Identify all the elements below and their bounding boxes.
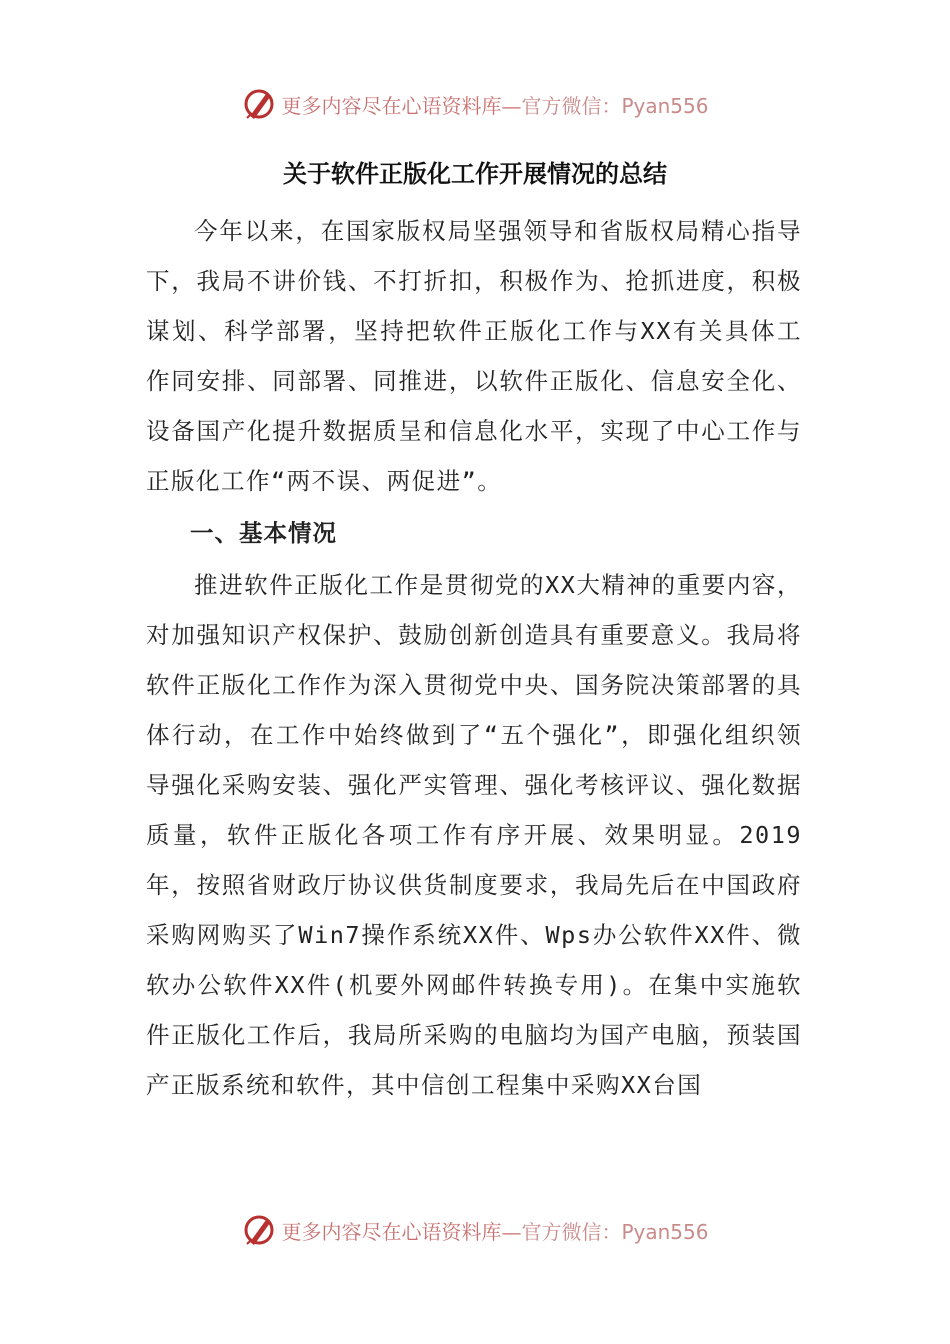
watermark-banner-bottom	[0, 1210, 950, 1250]
section-paragraph: 推进软件正版化工作是贯彻党的XX大精神的重要内容，对加强知识产权保护、鼓励创新创造具有重要意义。我局将软件正版化工作作为深入贯彻党中央、国务院决策部署的具体行动，在工作中始终做到了“五个强化”，即强化组织领导强化采购安装、强化严实管理、强化考核评议、强化数据质量，软件正版化各项工作有序开展、效果明显。2019年，按照省财政厅协议供货制度要求，我局先后在中国政府采购网购买了Win7操作系统XX件、Wps办公软件XX件、微软办公软件XX件(机要外网邮件转换专用)。在集中实施软件正版化工作后，我局所采购的电脑均为国产电脑，预装国产正版系统和软件，其中信创工程集中采购XX台国	[146, 571, 802, 1099]
intro-paragraph: 今年以来，在国家版权局坚强领导和省版权局精心指导下，我局不讲价钱、不打折扣，积极作为、抢抓进度，积极谋划、科学部署，坚持把软件正版化工作与XX有关具体工作同安排、同部署、同推进，以软件正版化、信息安全化、设备国产化提升数据质呈和信息化水平，实现了中心工作与正版化工作“两不误、两促进”。	[146, 217, 802, 495]
document-title: 关于软件正版化工作开展情况的总结	[283, 160, 667, 188]
section-heading: 一、基本情况	[190, 519, 337, 547]
document-body	[146, 206, 802, 1110]
pen-logo-icon	[241, 86, 277, 122]
watermark-banner-top	[0, 84, 950, 124]
watermark-text: 更多内容尽在心语资料库—官方微信：Pyan556	[281, 1219, 709, 1244]
watermark-text: 更多内容尽在心语资料库—官方微信：Pyan556	[281, 93, 709, 118]
pen-logo-icon	[241, 1212, 277, 1248]
